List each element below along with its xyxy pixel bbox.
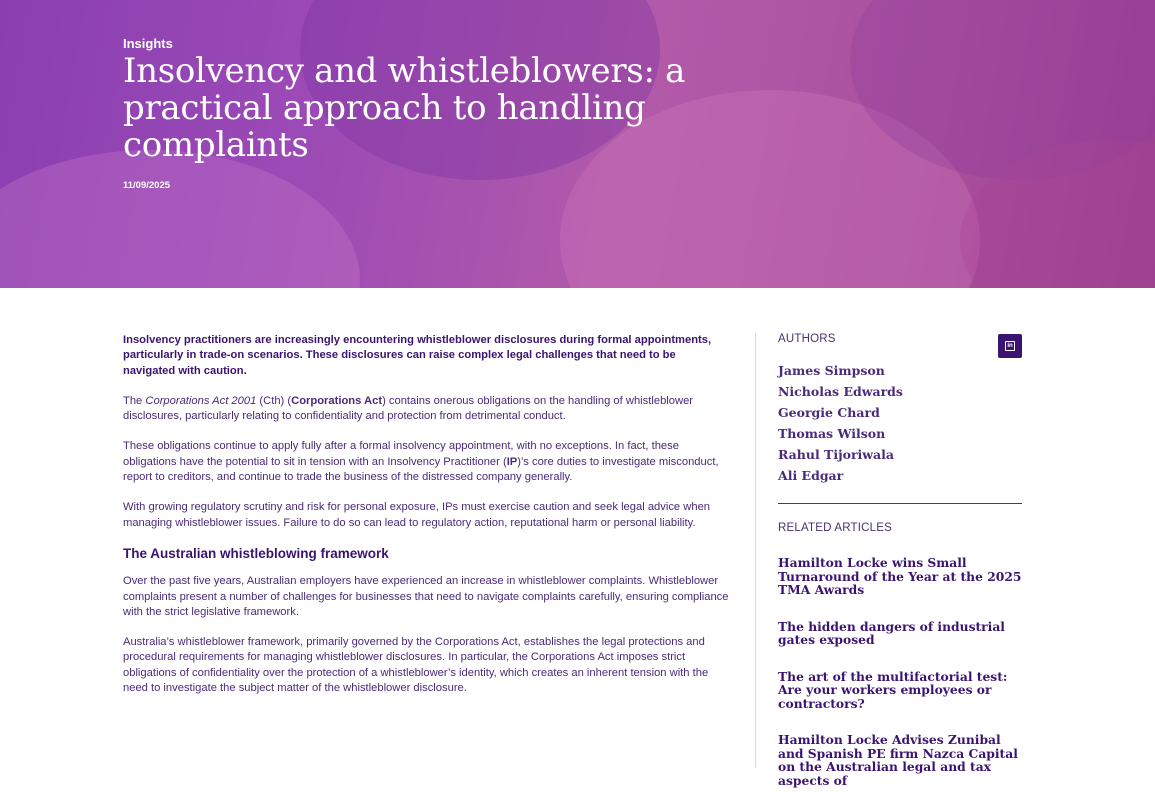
publish-date: 11/09/2025 — [123, 180, 171, 191]
article-paragraph — [123, 394, 729, 425]
article-paragraph: Over the past five years, Australian employers have experienced an increase in whistleblower complaints. Whistleblower complaints present a number of challenges for businesses that need to navigate complaints carefully, ensuring compliance with the strict legislative framework. — [123, 575, 729, 618]
act-short-name: Corporations Act — [291, 394, 383, 407]
text-span: These obligations continue to apply fully after a formal insolvency appointment, with no exceptions. In fact, these obligations have the potential to sit in tension with an Insolvency Practitioner ( — [123, 440, 679, 468]
hero-text — [123, 36, 743, 191]
hero-banner — [0, 0, 1155, 288]
author-link[interactable]: Thomas Wilson — [778, 426, 886, 441]
article-body — [123, 333, 729, 711]
linkedin-share-button[interactable] — [998, 334, 1022, 358]
authors-heading: AUTHORS — [778, 333, 836, 345]
related-article-link[interactable]: Hamilton Locke wins Small Turnaround of the Year at the 2025 TMA Awards — [778, 555, 1022, 597]
text-span: ) contains onerous obligations on the handling of whistleblower disclosures, particularly relating to confidentiality and protection from detrimental conduct. — [123, 394, 694, 423]
article-paragraph: With growing regulatory scrutiny and risk for personal exposure, IPs must exercise caution and seek legal advice when managing whistleblower issues. Failure to do so can lead to regulatory action, reputational harm or personal liability. — [123, 501, 711, 529]
author-link[interactable]: Ali Edgar — [778, 468, 844, 483]
related-article-link[interactable]: The art of the multifactorial test: Are your workers employees or contractors? — [778, 668, 1008, 711]
article-paragraph: Australia’s whistleblower framework, primarily governed by the Corporations Act, establishes the legal protections and procedural requirements for managing whistleblower disclosures. In particular, the Corporations Act imposes strict obligations of confidentiality over the protection of a whistleblower’s identity, which creates an inherent tension with the need to investigate the subject matter of the whistleblower disclosure. — [123, 636, 709, 695]
related-article-link[interactable]: Hamilton Locke Advises Zunibal and Spanish PE firm Nazca Capital on the Australian legal and tax aspects of — [778, 732, 1018, 788]
ip-abbreviation: IP — [506, 455, 518, 468]
related-articles-list — [778, 556, 1022, 787]
text-span: (Cth) ( — [256, 394, 292, 407]
authors-list — [778, 360, 1022, 486]
article-lead: Insolvency practitioners are increasingly encountering whistleblower disclosures during formal appointments, particularly in trade-on scenarios. These disclosures can raise complex legal challenges that need to be navigated with caution. — [123, 334, 712, 377]
sidebar — [778, 333, 1022, 810]
related-article-link[interactable]: The hidden dangers of industrial gates exposed — [778, 618, 1005, 647]
category-label[interactable]: Insights — [123, 36, 173, 51]
sidebar-divider — [778, 503, 1022, 504]
author-link[interactable]: James Simpson — [778, 363, 885, 378]
text-span: )’s core duties to investigate misconduct, report to creditors, and continue to trade the business of the distressed company generally. — [123, 455, 719, 484]
article-paragraph — [123, 439, 729, 485]
author-link[interactable]: Nicholas Edwards — [778, 384, 903, 399]
section-heading: The Australian whistleblowing framework — [123, 545, 389, 561]
page-title: Insolvency and whistleblowers: a practical approach to handling complaints — [123, 51, 686, 165]
act-name: Corporations Act 2001 — [145, 394, 257, 407]
text-span: The — [123, 394, 146, 407]
linkedin-icon: in — [1005, 341, 1015, 351]
related-articles-heading: RELATED ARTICLES — [778, 522, 892, 534]
author-link[interactable]: Rahul Tijoriwala — [778, 447, 895, 462]
column-divider — [755, 333, 756, 767]
author-link[interactable]: Georgie Chard — [778, 405, 880, 420]
